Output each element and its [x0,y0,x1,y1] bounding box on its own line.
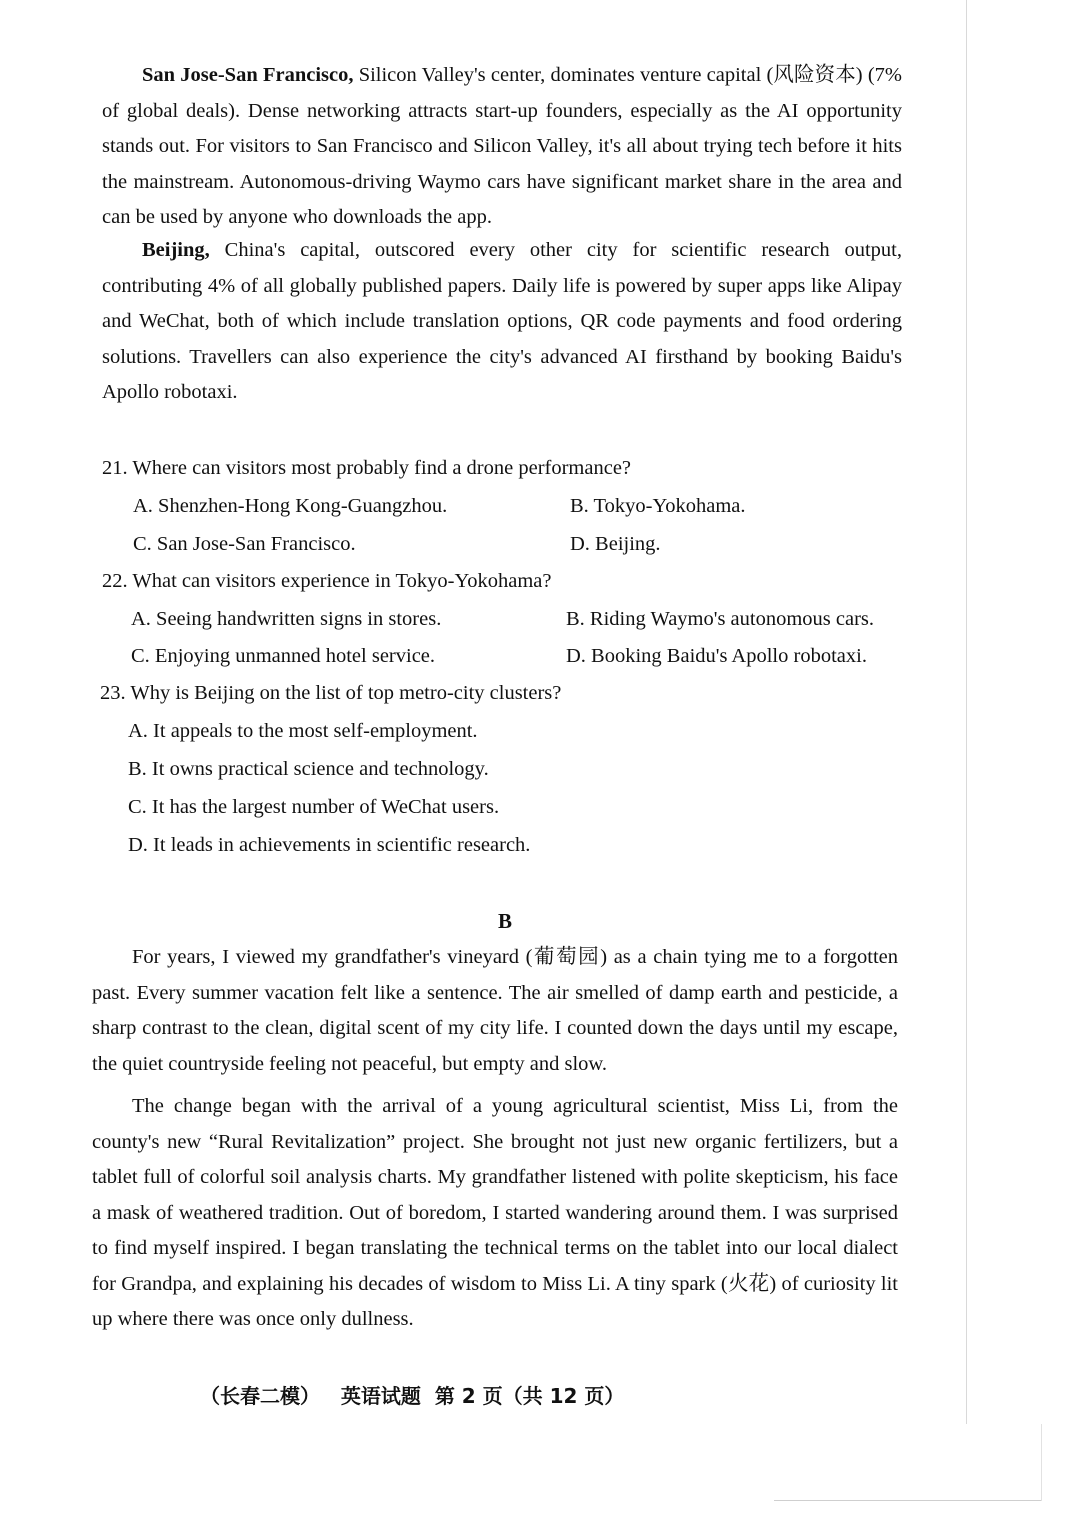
question-21-option-d: D. Beijing. [570,533,661,555]
scan-edge-line [966,0,967,1424]
question-23-option-c: C. It has the largest number of WeChat users. [128,796,500,818]
paragraph-text: The change began with the arrival of a young agricultural scientist, Miss Li, from the county's new “Rural Revitalization” project. She brought not just new organic fertilizers, but a tablet full of colorful soil analysis charts. My grandfather listened with polite skepticism, his face a mask of weathered tradition. Out of boredom, I started wandering around them. I was surprised to find myself inspired. I began translating the technical terms on the tablet into our local dialect for Grandpa, and explaining his decades of wisdom to Miss Li. A tiny spark (火花) of curiosity lit up where there was once only dullness. [92,1095,898,1330]
city-name: San Jose-San Francisco, [142,64,354,86]
section-heading: B [498,909,513,933]
question-21-option-b: B. Tokyo-Yokohama. [570,495,746,517]
question-22-option-b: B. Riding Waymo's autonomous cars. [566,608,875,630]
question-21-option-c: C. San Jose-San Francisco. [133,533,356,555]
paragraph-text: Silicon Valley's center, dominates venture capital (风险资本) (7% of global deals). Dense networking attracts start-up founders, especially as the AI opportunity stands out. For visitors to San Francisco and Silicon Valley, it's all about trying tech before it hits the mainstream. Autonomous-driving Waymo cars have significant market share in the area and can be used by anyone who downloads the app. [102,64,902,228]
footer-page-number: 第 2 页（共 12 页） [434,1384,625,1408]
paragraph-vineyard [92,940,898,1082]
question-22-option-d: D. Booking Baidu's Apollo robotaxi. [566,645,867,667]
scan-edge-line [1041,1424,1042,1501]
question-22-option-c: C. Enjoying unmanned hotel service. [131,645,436,667]
question-23-option-b: B. It owns practical science and technology. [128,758,489,780]
paragraph-beijing [102,233,902,411]
scan-edge-line [774,1500,1042,1501]
paragraph-scientist [92,1089,898,1338]
paragraph-text: For years, I viewed my grandfather's vineyard (葡萄园) as a chain tying me to a forgotten past. Every summer vacation felt like a sentence. The air smelled of damp earth and pesticide, a sharp contrast to the clean, digital scent of my city life. I counted down the days until my escape, the quiet countryside feeling not peaceful, but empty and slow. [92,946,898,1075]
question-23-option-d: D. It leads in achievements in scientific research. [128,834,531,856]
question-22-option-a: A. Seeing handwritten signs in stores. [131,608,442,630]
paragraph-san-jose [102,58,902,236]
question-22-stem: 22. What can visitors experience in Tokyo-Yokohama? [102,570,552,592]
footer-subject: 英语试题 [340,1384,421,1408]
question-23-stem: 23. Why is Beijing on the list of top metro-city clusters? [100,682,562,704]
question-21-option-a: A. Shenzhen-Hong Kong-Guangzhou. [133,495,448,517]
paragraph-text: China's capital, outscored every other city for scientific research output, contributing 4% of all globally published papers. Daily life is powered by super apps like Alipay and WeChat, both of which include translation options, QR code payments and food ordering solutions. Travellers can also experience the city's advanced AI firsthand by booking Baidu's Apollo robotaxi. [102,239,902,403]
question-23-option-a: A. It appeals to the most self-employment. [128,720,478,742]
question-21-stem: 21. Where can visitors most probably find a drone performance? [102,457,632,479]
page-footer [200,1381,624,1411]
city-name: Beijing, [142,239,210,261]
footer-exam: （长春二模） [200,1384,320,1408]
